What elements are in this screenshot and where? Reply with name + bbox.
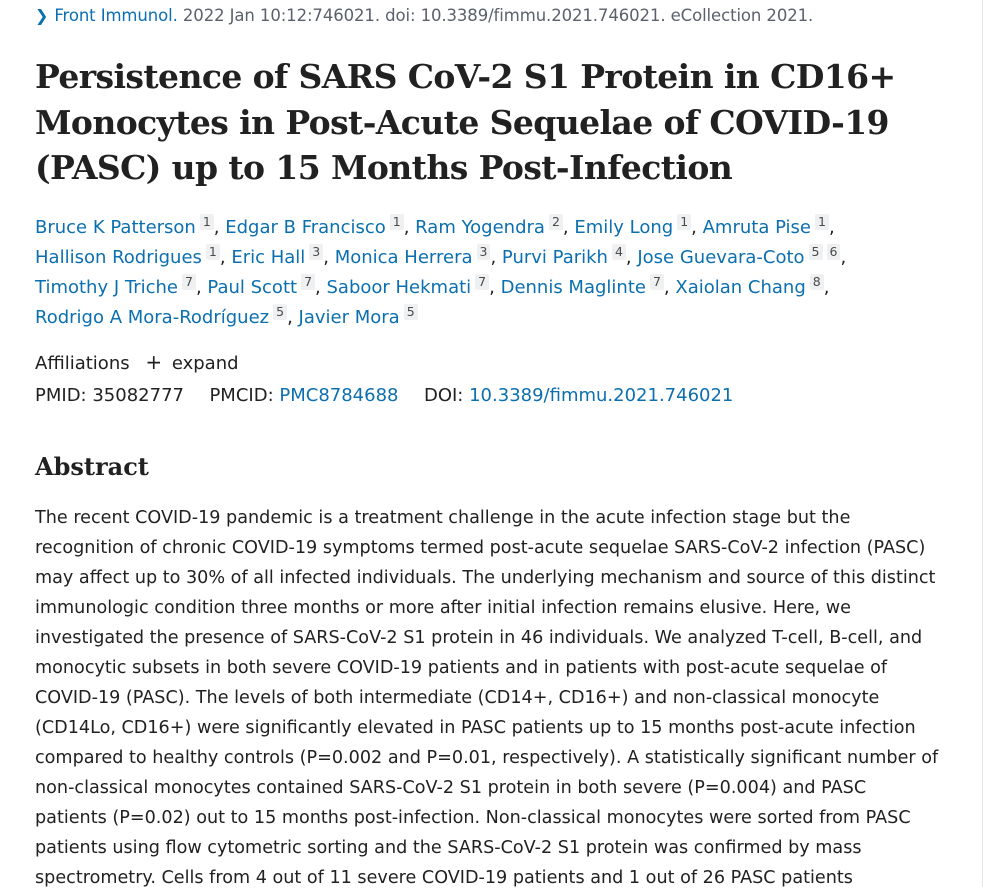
citation-line: [35, 6, 813, 25]
affiliation-ref[interactable]: 1: [206, 244, 220, 260]
affiliation-ref[interactable]: 5: [404, 304, 418, 320]
affiliation-ref[interactable]: 5: [809, 244, 823, 260]
chevron-right-icon[interactable]: ❯: [35, 6, 49, 25]
author-link[interactable]: Amruta Pise: [702, 217, 811, 238]
affiliation-ref[interactable]: 3: [309, 244, 323, 260]
affiliation-ref[interactable]: 7: [182, 274, 196, 290]
doi-link[interactable]: 10.3389/fimmu.2021.746021: [469, 385, 734, 406]
author-link[interactable]: Jose Guevara-Coto: [637, 247, 805, 268]
affiliation-ref[interactable]: 5: [273, 304, 287, 320]
pmid-value: 35082777: [92, 385, 184, 406]
author-link[interactable]: Rodrigo A Mora-Rodríguez: [35, 307, 270, 328]
affiliation-ref[interactable]: 4: [612, 244, 626, 260]
identifiers-row: [35, 385, 733, 406]
abstract-line: compared to healthy controls (P=0.002 and P=0.01, respectively). A statistically significant number of: [35, 748, 939, 768]
title-line: Monocytes in Post-Acute Sequelae of COVID-19: [35, 102, 889, 142]
affiliation-ref[interactable]: 1: [200, 214, 214, 230]
abstract-line: non-classical monocytes contained SARS-CoV-2 S1 protein in both severe (P=0.004) and PASC: [35, 778, 867, 798]
author-link[interactable]: Paul Scott: [207, 277, 298, 298]
author-link[interactable]: Javier Mora: [298, 307, 400, 328]
affiliation-ref[interactable]: 1: [815, 214, 829, 230]
author-link[interactable]: Emily Long: [574, 217, 674, 238]
affiliation-ref[interactable]: 6: [827, 244, 841, 260]
author-link[interactable]: Monica Herrera: [334, 247, 473, 268]
affiliations-label: Affiliations: [35, 353, 130, 374]
abstract-line: recognition of chronic COVID-19 symptoms termed post-acute sequelae SARS-CoV-2 infection (PASC): [35, 538, 926, 558]
doi-label: DOI:: [423, 385, 464, 406]
abstract-text: [35, 503, 955, 893]
affiliation-ref[interactable]: 2: [549, 214, 563, 230]
author-link[interactable]: Ram Yogendra: [415, 217, 545, 238]
affiliation-ref[interactable]: 7: [650, 274, 664, 290]
title-line: Persistence of SARS CoV-2 S1 Protein in CD16+: [35, 57, 896, 96]
journal-link[interactable]: Front Immunol.: [54, 6, 178, 25]
abstract-line: spectrometry. Cells from 4 out of 11 severe COVID-19 patients and 1 out of 26 PASC patients: [35, 868, 853, 888]
affiliation-ref[interactable]: 8: [810, 274, 824, 290]
author-link[interactable]: Purvi Parikh: [501, 247, 608, 268]
article-title: [35, 54, 935, 191]
abstract-line: monocytic subsets in both severe COVID-19 patients and in patients with post-acute sequelae of: [35, 658, 888, 678]
expand-label: expand: [171, 353, 239, 374]
author-link[interactable]: Bruce K Patterson: [35, 217, 196, 238]
affiliation-ref[interactable]: 3: [477, 244, 491, 260]
author-link[interactable]: Dennis Maglinte: [500, 277, 646, 298]
abstract-line: investigated the presence of SARS-CoV-2 S1 protein in 46 individuals. We analyzed T-cell, B-cell, and: [35, 628, 923, 648]
plus-icon: +: [145, 350, 163, 374]
authors-list: Bruce K Patterson $^1$ , Edgar B Francisco $^1$ , Ram Yogendra $^2$ , Emily Long $^1$ , Amruta Pise $^1$ , Hallison Rodrigues $^1$ , Eric Hall $^3$ , Monica Herrera $^3$ , Purvi Parikh $^4$ , Jose Guevara-Coto $^5$ $^6$ , Timothy J Triche $^7$ , Paul Scott $^7$ , Saboor Hekmati $^7$ , Dennis Maglinte $^7$ , Xaiolan Chang $^8$ , Rodrigo A Mora-Rodríguez $^5$ , Javier Mora $^5$: [35, 214, 847, 328]
abstract-line: (CD14Lo, CD16+) were significantly elevated in PASC patients up to 15 months post-acute infection: [35, 718, 916, 738]
author-link[interactable]: Saboor Hekmati: [326, 277, 472, 298]
affiliation-ref[interactable]: 1: [677, 214, 691, 230]
abstract-heading: Abstract: [35, 452, 149, 481]
author-link[interactable]: Edgar B Francisco: [225, 217, 386, 238]
pmcid-link[interactable]: PMC8784688: [279, 385, 399, 406]
abstract-line: The recent COVID-19 pandemic is a treatment challenge in the acute infection stage but the: [35, 508, 851, 528]
title-line: (PASC) up to 15 Months Post-Infection: [35, 148, 733, 187]
abstract-line: may affect up to 30% of all infected individuals. The underlying mechanism and source of this distinct: [35, 568, 936, 588]
affiliations-row: [35, 350, 239, 374]
author-link[interactable]: Eric Hall: [231, 247, 306, 268]
abstract-line: patients (P=0.02) out to 15 months post-infection. Non-classical monocytes were sorted from PASC: [35, 808, 911, 828]
abstract-line: patients using flow cytometric sorting and the SARS-CoV-2 S1 protein was confirmed by mass: [35, 838, 862, 858]
pmid-label: PMID:: [35, 385, 87, 406]
affiliations-expand-button[interactable]: [145, 350, 239, 374]
author-link[interactable]: Xaiolan Chang: [675, 277, 806, 298]
abstract-line: immunologic condition three months or more after initial infection remains elusive. Here, we: [35, 598, 851, 618]
citation-details: 2022 Jan 10:12:746021. doi: 10.3389/fimmu.2021.746021. eCollection 2021.: [182, 6, 814, 25]
author-link[interactable]: Hallison Rodrigues: [35, 247, 202, 268]
pmcid-label: PMCID:: [209, 385, 274, 406]
affiliation-ref[interactable]: 1: [390, 214, 404, 230]
affiliation-ref[interactable]: 7: [301, 274, 315, 290]
author-link[interactable]: Timothy J Triche: [35, 277, 178, 298]
affiliation-ref[interactable]: 7: [475, 274, 489, 290]
abstract-line: COVID-19 (PASC). The levels of both intermediate (CD14+, CD16+) and non-classical monocyte: [35, 688, 880, 708]
